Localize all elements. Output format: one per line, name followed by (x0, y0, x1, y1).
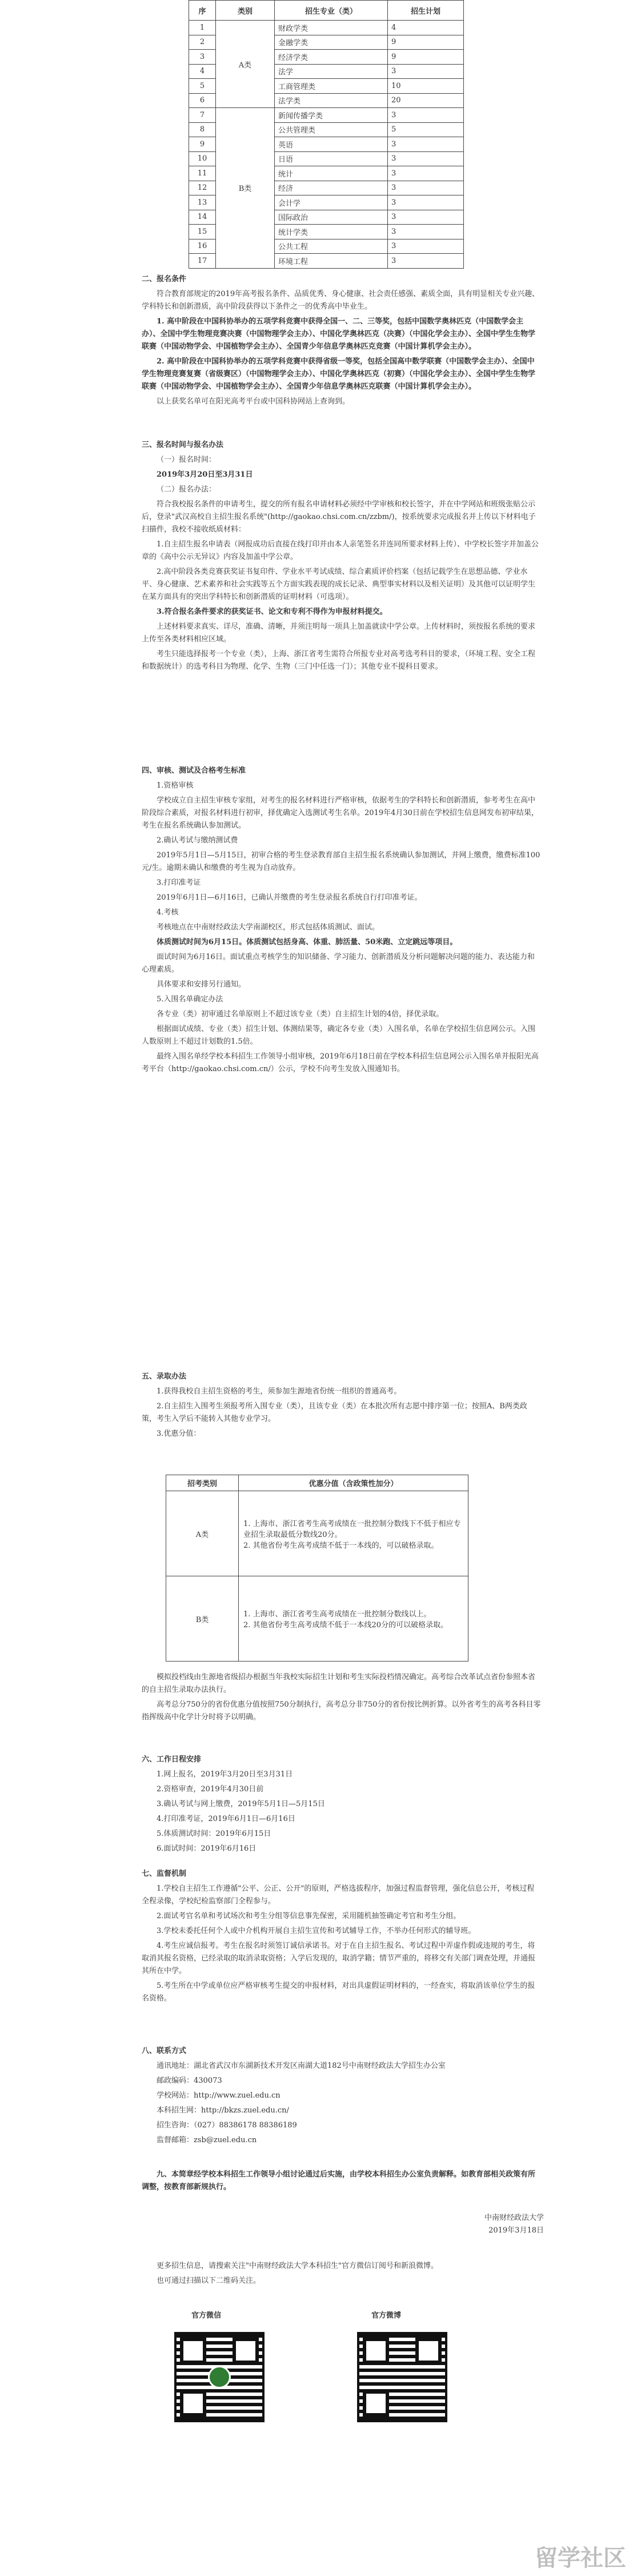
paragraph: 以上获奖名单可在阳光高考平台或中国科协网站上查询到。 (157, 397, 350, 406)
contact-address: 通讯地址：湖北省武汉市东湖新技术开发区南湖大道182号中南财经政法大学招生办公室 (157, 2062, 446, 2070)
plan-count: 9 (388, 35, 464, 50)
schedule-item: 2.资格审查，2019年4月30日前 (157, 1785, 264, 1794)
section-title: 三、报名时间与报名办法 (142, 441, 224, 449)
col-header: 招考类别 (166, 1475, 239, 1491)
contact-zip: 邮政编码：430073 (157, 2076, 222, 2085)
paragraph: 1. 高中阶段在中国科协举办的五项学科竞赛中获得全国一、二、三等奖，包括中国数学奥林匹克（中国数学会主办）、全国中学生物理竞赛决赛（中国物理学会主办）、中国化学奥林匹克（决赛）（中国化学会主办）、全国中学生生物学联赛（中国动物学会、中国植物学会主办）、全国青少年信息学奥林匹克竞赛（中国计算机学会主办）。 (142, 317, 536, 351)
paragraph: 1.获得我校自主招生资格的考生，须参加生源地省份统一组织的普通高考。 (157, 1387, 402, 1396)
category-a: A类 (216, 21, 275, 108)
major-name: 公共工程 (275, 239, 388, 254)
major-name: 经济学类 (275, 50, 388, 65)
section-title: 六、工作日程安排 (142, 1755, 202, 1764)
row-number: 1 (189, 21, 216, 35)
plan-count: 4 (388, 21, 464, 35)
plan-count: 9 (388, 50, 464, 65)
bonus-cell (239, 1491, 468, 1576)
contact-website-link[interactable]: 学校网站：http://www.zuel.edu.cn (157, 2091, 281, 2100)
subheading: 3.打印准考证 (157, 878, 201, 887)
plan-count: 20 (388, 93, 464, 108)
paragraph: 5.考生所在中学或单位应严格审核考生提交的申报材料，对出具虚假证明材料的，一经查实，将取消该单位学生的报名资格。 (142, 1982, 535, 2003)
paragraph: 高考总分750分的省份优惠分值按照750分制执行，高考总分非750分的省份按比例折算。以外省考生的高考各科目零指挥级高中化学计分时将予以明确。 (142, 1700, 541, 1722)
paragraph: 各专业（类）初审通过名单原则上不超过该专业（类）自主招生计划的4倍，择优录取。 (157, 1010, 444, 1019)
bonus-text: 2. 其他省份考生高考成绩不低于一本线的，可以破格录取。 (243, 1541, 439, 1550)
paragraph: 模拟投档线由生源地省级招办根据当年我校实际招生计划和考生实际投档情况确定。高考综合改革试点省份参照本省的自主招生录取办法执行。 (142, 1673, 536, 1694)
bonus-text: 1. 上海市、浙江省考生高考成绩在一批控制分数线下不低于相应专业招生录取最低分数线20分。 (243, 1519, 461, 1539)
paragraph: 1.学校自主招生工作遵循"公平、公正、公开"的原则，严格选拔程序，加强过程监督管理，强化信息公开，考核过程全程录像，学校纪检监察部门全程参与。 (142, 1884, 535, 1906)
section-title: 四、审核、测试及合格考生标准 (142, 766, 246, 775)
qr-finder-icon (180, 2390, 206, 2417)
paragraph: 面试时间为6月16日。面试重点考核学生的知识储备、学习能力、创新潜质及分析问题解决问题的能力、表达能力和心理素质。 (142, 953, 535, 974)
row-number: 13 (189, 195, 216, 210)
signature-date: 2019年3月18日 (488, 2226, 544, 2235)
major-name: 工商管理类 (275, 79, 388, 94)
paragraph: 3.学校未委托任何个人或中介机构开展自主招生宣传和考试辅导工作，不举办任何形式的辅导班。 (157, 1927, 476, 1935)
paragraph: 2.高中阶段各类竞赛获奖证书复印件、学业水平考试成绩、综合素质评价档案（包括记载学生在思想品德、学业水平、身心健康、艺术素养和社会实践等五个方面实践表现的成长记录、典型事实材料以及相关证明）及其他可以证明学生在某方面具有的突出学科特长和创新潜质的证明材料（可选项）。 (142, 568, 536, 601)
subheading: （一）报名时间： (157, 456, 217, 464)
col-header: 优惠分值（含政策性加分） (239, 1475, 468, 1491)
contact-admission-link[interactable]: 本科招生网：http://bkzs.zuel.edu.cn/ (157, 2106, 289, 2115)
footer-text (142, 2258, 542, 2290)
plan-count: 10 (388, 79, 464, 94)
plan-count: 3 (388, 137, 464, 152)
paragraph: 考生只能选择报考一个专业（类），上海、浙江省考生需符合所报专业对高考选考科目的要求，（环境工程、安全工程和数据统计）的选考科目为物理、化学、生物（三门中任选一门）；其他专业不提科目要求。 (142, 650, 536, 671)
paragraph: 上述材料要求真实、详尽，准确、清晰，并须注明每一项具上加盖就读中学公章。上传材料时，须按报名系统的要求上传至各类材料相应区域。 (142, 622, 536, 644)
schedule-item: 1.网上报名，2019年3月20日至3月31日 (157, 1770, 293, 1779)
paragraph: 2019年6月1日—6月16日，已确认并缴费的考生登录报名系统自行打印准考证。 (157, 893, 422, 902)
table-row (189, 21, 464, 35)
section-conditions (142, 269, 542, 410)
paragraph: 4.考生应诚信报考。考生在报名时须签订诚信承诺书。对于在自主招生报名、考试过程中弄虚作假或违规的考生，将取消其报名资格，已经录取的取消录取资格；入学后发现的，取消学籍；情节严重的，将移交有关部门调查处理，并通报其所在中学。 (142, 1942, 536, 1975)
major-name: 日语 (275, 151, 388, 166)
schedule-item: 5.体质测试时间：2019年6月15日 (157, 1830, 271, 1838)
plan-count: 3 (388, 64, 464, 79)
subheading: 5.入围名单确定办法 (157, 995, 223, 1004)
paragraph: 考核地点在中南财经政法大学南湖校区，形式包括体质测试、面试。 (157, 923, 380, 932)
paragraph: 最终入围名单经学校本科招生工作领导小组审核，2019年6月18日前在学校本科招生信息网公示入围名单并报阳光高考平台（http://gaokao.chsi.com.cn/）公示，学校不向考生发放入围通知书。 (142, 1052, 539, 1073)
watermark: 留学社区 (535, 2545, 626, 2571)
major-name: 会计学 (275, 195, 388, 210)
row-number: 11 (189, 166, 216, 181)
signature-org: 中南财经政法大学 (484, 2214, 544, 2222)
plan-count: 3 (388, 151, 464, 166)
plan-count: 3 (388, 225, 464, 239)
paragraph: 符合我校报名条件的申请考生，提交的所有报名申请材料必须经中学审核和校长签字，并在中学网站和班级张贴公示后，登录"武汉高校自主招生报名系统"(http://gaokao.chsi.com.cn/zzbm/)，按系统要求完成报名并上传以下材料电子扫描件，我校不接收纸质材料： (142, 500, 536, 534)
section-schedule (142, 1749, 542, 1858)
plan-count: 3 (388, 210, 464, 225)
row-number: 12 (189, 181, 216, 195)
contact-email[interactable]: 监督邮箱：zsb@zuel.edu.cn (157, 2136, 257, 2144)
row-number: 8 (189, 122, 216, 137)
subheading: 2.确认考试与缴纳测试费 (157, 836, 238, 845)
row-number: 5 (189, 79, 216, 94)
row-number: 9 (189, 137, 216, 152)
row-number: 14 (189, 210, 216, 225)
plan-count: 5 (388, 122, 464, 137)
row-number: 10 (189, 151, 216, 166)
major-name: 法学类 (275, 93, 388, 108)
qr-label-weibo: 官方微博 (371, 2311, 402, 2320)
paragraph: 2.自主招生入围考生须报考所入围专业（类），且该专业（类）在本批次所有志愿中排序第一位；按照A、B两类政策，考生入学后不能转入其他专业学习。 (142, 1402, 527, 1423)
qr-finder-icon (363, 2390, 389, 2417)
row-number: 16 (189, 239, 216, 254)
row-number: 2 (189, 35, 216, 50)
major-name: 统计 (275, 166, 388, 181)
paragraph: 学校成立自主招生审核专家组，对考生的报名材料进行严格审核，依据考生的学科特长和创新潜质，参考考生在高中阶段综合素质，对报名材料进行初审，择优确定入选测试考生名单。2019年4月30日前在学校招生信息网发布初审结果，考生在报名系统确认参加测试。 (142, 796, 539, 830)
major-name: 新闻传播学类 (275, 108, 388, 123)
row-number: 17 (189, 254, 216, 269)
subheading: （二）报名办法： (157, 485, 217, 494)
paragraph: 3.符合报名条件要求的获奖证书、论文和专利不得作为申报材料提交。 (157, 608, 387, 616)
paragraph: 根据面试成绩、专业（类）招生计划、体测结果等，确定各专业（类）入围名单，名单在学校招生信息网公示。入围人数原则上不超过计划数的1.5倍。 (142, 1025, 536, 1046)
section-supervision (142, 1863, 542, 2007)
qr-label-wechat: 官方微信 (191, 2311, 222, 2320)
major-name: 金融学类 (275, 35, 388, 50)
major-name: 环境工程 (275, 254, 388, 269)
time-text: 2019年3月20日至3月31日 (157, 470, 253, 479)
row-number: 3 (189, 50, 216, 65)
plan-count: 3 (388, 254, 464, 269)
wechat-qr-code[interactable] (174, 2332, 265, 2422)
category-cell: B类 (166, 1576, 239, 1662)
bonus-text: 2. 其他省份考生高考成绩不低于一本线20分的可以破格录取。 (243, 1621, 448, 1630)
row-number: 7 (189, 108, 216, 123)
bonus-cell (239, 1576, 468, 1662)
section-interpretation (142, 2166, 542, 2196)
plan-count: 3 (388, 166, 464, 181)
bonus-text: 1. 上海市、浙江省考生高考成绩在一批控制分数线以上。 (243, 1610, 431, 1619)
row-number: 6 (189, 93, 216, 108)
plan-count: 3 (388, 239, 464, 254)
paragraph: 符合教育部规定的2019年高考报名条件、品质优秀、身心健康、社会责任感强、素质全面，具有明显相关专业兴趣、学科特长和创新潜质，高中阶段获得以下条件之一的优秀高中毕业生。 (142, 290, 540, 311)
major-name: 公共管理类 (275, 122, 388, 137)
paragraph: 2. 高中阶段在中国科协举办的五项学科竞赛中获得省级一等奖，包括全国高中数学联赛（中国数学会主办）、全国中学生物理竞赛复赛（省级赛区）（中国物理学会主办）、中国化学奥林匹克（初赛）（中国化学会主办）、全国中学生生物学联赛（中国动物学会、中国植物学会主办）、全国青少年信息学奥林匹克联赛（中国计算机学会主办）。 (142, 357, 536, 391)
contact-phone: 招生咨询：（027）88386178 88386189 (157, 2121, 297, 2130)
section-title: 八、联系方式 (142, 2047, 187, 2055)
signature (484, 2212, 544, 2237)
row-number: 4 (189, 64, 216, 79)
row-number: 15 (189, 225, 216, 239)
subheading: 1.资格审核 (157, 781, 194, 790)
subheading: 4.考核 (157, 908, 179, 917)
section-review (142, 760, 542, 1078)
plan-count: 3 (388, 195, 464, 210)
major-name: 财政学类 (275, 21, 388, 35)
schedule-item: 3.确认考试与网上缴费，2019年5月1日—5月15日 (157, 1800, 325, 1808)
section-title: 五、录取办法 (142, 1372, 187, 1381)
paragraph: 九、本简章经学校本科招生工作领导小组讨论通过后实施，由学校本科招生办公室负责解释。如教育部相关政策有所调整，按教育部新规执行。 (142, 2170, 536, 2191)
col-header: 招生专业（类） (275, 1, 388, 21)
schedule-item: 6.面试时间：2019年6月16日 (157, 1844, 257, 1853)
plan-count: 3 (388, 181, 464, 195)
category-b: B类 (216, 108, 275, 269)
plan-count: 3 (388, 108, 464, 123)
section-contact (142, 2040, 542, 2149)
school-logo-icon (208, 2366, 231, 2389)
paragraph: 1.自主招生报名申请表（网报成功后直接在线打印并由本人亲笔签名并连同所要求材料上传）、中学校长签字并加盖公章的《高中公示无异议》内容及加盖中学公章。 (142, 540, 539, 561)
major-name: 英语 (275, 137, 388, 152)
bonus-table (166, 1475, 468, 1662)
paragraph: 2.面试考官名单和考试场次和考生分组等信息事先保密，采用随机抽签确定考官和考生分组。 (157, 1912, 461, 1920)
section-title: 七、监督机制 (142, 1870, 187, 1878)
col-header: 招生计划 (388, 1, 464, 21)
paragraph: 具体要求和安排另行通知。 (157, 980, 246, 989)
section-admission (142, 1366, 542, 1443)
footer-line: 也可通过扫描以下二维码关注。 (157, 2277, 261, 2285)
major-name: 国际政治 (275, 210, 388, 225)
paragraph: 体质测试时间为6月15日。体质测试包括身高、体重、肺活量、50米跑、立定跳远等项目。 (157, 938, 458, 946)
section-admission-notes (142, 1669, 542, 1726)
paragraph: 2019年5月1日—5月15日，初审合格的考生登录教育部自主招生报名系统确认参加测试，并网上缴费，缴费标准100元/生。逾期未确认和缴费的考生视为自动放弃。 (142, 851, 540, 872)
table-row (189, 108, 464, 123)
weibo-qr-code[interactable] (357, 2332, 447, 2422)
paragraph: 3.优惠分值： (157, 1429, 201, 1438)
col-header: 类别 (216, 1, 275, 21)
major-name: 法学 (275, 64, 388, 79)
col-header: 序 (189, 1, 216, 21)
section-registration (142, 434, 542, 676)
schedule-item: 4.打印准考证，2019年6月1日—6月16日 (157, 1815, 295, 1823)
major-table (189, 0, 464, 269)
major-name: 经济 (275, 181, 388, 195)
section-title: 二、报名条件 (142, 275, 187, 283)
category-cell: A类 (166, 1491, 239, 1576)
major-name: 统计学类 (275, 225, 388, 239)
footer-line: 更多招生信息，请搜索关注"中南财经政法大学本科招生"官方微信订阅号和新浪微博。 (157, 2262, 438, 2270)
